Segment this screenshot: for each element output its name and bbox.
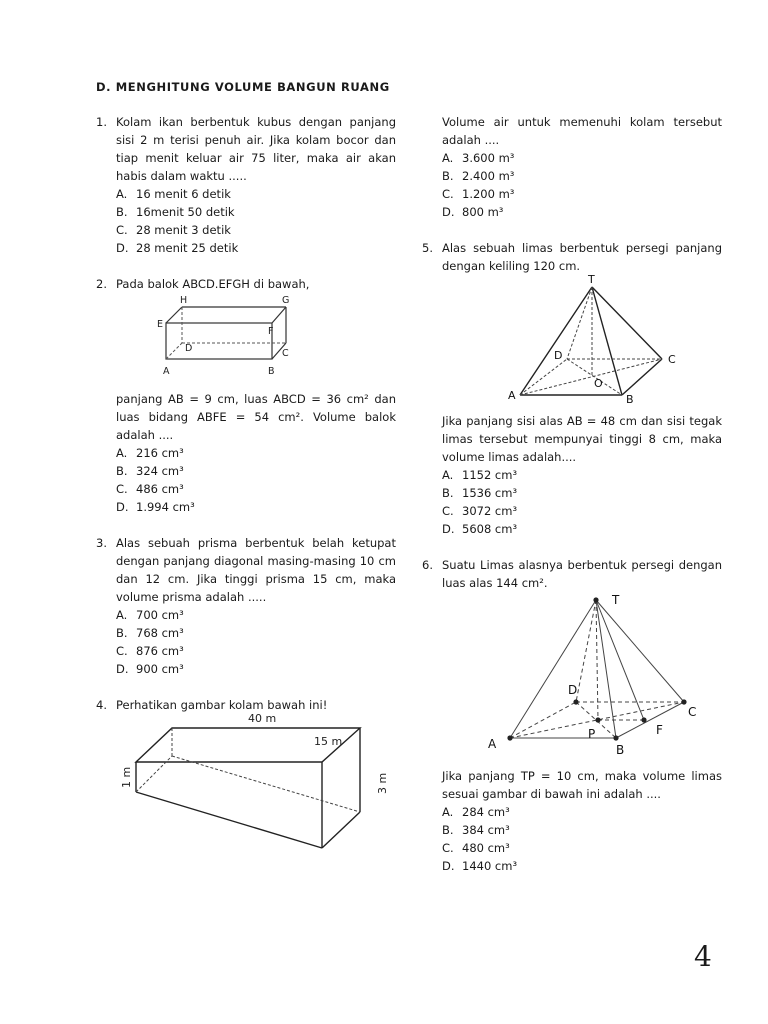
vertex-label-c: C bbox=[688, 705, 697, 719]
option-text: 486 cm³ bbox=[136, 482, 184, 496]
option-text: 284 cm³ bbox=[462, 805, 510, 819]
option-letter: C. bbox=[442, 187, 454, 201]
option-letter: D. bbox=[116, 241, 129, 255]
right-column bbox=[422, 113, 722, 875]
left-depth-label: 1 m bbox=[120, 766, 133, 788]
cuboid-figure bbox=[96, 293, 396, 385]
vertex-label-a: A bbox=[508, 389, 516, 402]
options-q6 bbox=[442, 803, 722, 875]
option-d bbox=[116, 660, 396, 678]
vertex-label-c: C bbox=[668, 353, 676, 366]
option-letter: B. bbox=[116, 626, 128, 640]
option-letter: D. bbox=[442, 205, 455, 219]
question-text: Alas sebuah prisma berbentuk belah ketupat dengan panjang diagonal masing-masing 10 cm dan 12 cm. Jika tinggi prisma 15 cm, maka volume prisma adalah ..... bbox=[116, 536, 396, 604]
option-text: 1152 cm³ bbox=[462, 468, 518, 482]
option-text: 876 cm³ bbox=[136, 644, 184, 658]
option-text: 28 menit 3 detik bbox=[136, 223, 231, 237]
vertex-label-d: D bbox=[554, 349, 563, 362]
option-letter: B. bbox=[116, 205, 128, 219]
option-letter: D. bbox=[116, 662, 129, 676]
option-a bbox=[442, 803, 722, 821]
option-text: 768 cm³ bbox=[136, 626, 184, 640]
option-text: 3072 cm³ bbox=[462, 504, 518, 518]
pyramid-figure-2 bbox=[422, 592, 722, 762]
option-c bbox=[116, 480, 396, 498]
question-6-body: Jika panjang TP = 10 cm, maka volume limas sesuai gambar di bawah ini adalah .... bbox=[442, 769, 722, 801]
option-c bbox=[116, 642, 396, 660]
question-number: 2. bbox=[96, 277, 107, 291]
question-2-body: panjang AB = 9 cm, luas ABCD = 36 cm² dan luas bidang ABFE = 54 cm². Volume balok adalah .... bbox=[116, 392, 396, 442]
vertex-label-b: B bbox=[268, 366, 275, 377]
vertex-label-t: T bbox=[612, 593, 620, 607]
option-c bbox=[442, 185, 722, 203]
option-text: 1.994 cm³ bbox=[136, 500, 195, 514]
question-number: 6. bbox=[422, 558, 433, 572]
vertex-label-g: G bbox=[282, 295, 290, 306]
vertex-label-e: E bbox=[157, 319, 164, 330]
vertex-label-f: F bbox=[268, 326, 274, 337]
option-text: 28 menit 25 detik bbox=[136, 241, 239, 255]
option-c bbox=[116, 221, 396, 239]
option-letter: B. bbox=[116, 464, 128, 478]
option-c bbox=[442, 839, 722, 857]
question-text: Suatu Limas alasnya berbentuk persegi dengan luas alas 144 cm². bbox=[442, 558, 722, 590]
option-letter: A. bbox=[116, 608, 128, 622]
question-4-continued: Volume air untuk memenuhi kolam tersebut adalah .... bbox=[442, 115, 722, 147]
option-text: 3.600 m³ bbox=[462, 151, 515, 165]
question-text: Perhatikan gambar kolam bawah ini! bbox=[116, 698, 328, 712]
option-text: 2.400 m³ bbox=[462, 169, 515, 183]
question-text: Pada balok ABCD.EFGH di bawah, bbox=[116, 277, 310, 291]
vertex-label-h: H bbox=[180, 295, 188, 306]
option-text: 216 cm³ bbox=[136, 446, 184, 460]
vertex-label-t: T bbox=[588, 275, 595, 286]
vertex-label-p: P bbox=[588, 727, 596, 741]
option-b bbox=[442, 484, 722, 502]
option-b bbox=[442, 821, 722, 839]
option-text: 1.200 m³ bbox=[462, 187, 515, 201]
option-letter: A. bbox=[442, 151, 454, 165]
option-letter: C. bbox=[116, 223, 128, 237]
question-5 bbox=[422, 239, 722, 275]
option-text: 5608 cm³ bbox=[462, 522, 518, 536]
pyramid-figure-1 bbox=[422, 275, 722, 407]
option-text: 16 menit 6 detik bbox=[136, 187, 231, 201]
question-number: 3. bbox=[96, 536, 107, 550]
vertex-label-d: D bbox=[185, 343, 193, 354]
option-letter: A. bbox=[116, 446, 128, 460]
vertex-label-a: A bbox=[488, 737, 497, 751]
question-number: 5. bbox=[422, 241, 433, 255]
vertex-label-d: D bbox=[568, 683, 578, 697]
vertex-label-a: A bbox=[163, 366, 170, 377]
vertex-label-o: O bbox=[594, 377, 603, 390]
option-c bbox=[442, 502, 722, 520]
option-letter: B. bbox=[442, 486, 454, 500]
vertex-label-f: F bbox=[656, 723, 663, 737]
option-a bbox=[442, 149, 722, 167]
question-6 bbox=[422, 556, 722, 592]
option-letter: D. bbox=[442, 522, 455, 536]
left-column bbox=[96, 113, 396, 867]
option-letter: C. bbox=[442, 504, 454, 518]
option-text: 16menit 50 detik bbox=[136, 205, 235, 219]
option-letter: A. bbox=[442, 805, 454, 819]
option-text: 900 cm³ bbox=[136, 662, 184, 676]
option-a bbox=[116, 606, 396, 624]
option-d bbox=[116, 239, 396, 257]
question-1 bbox=[96, 113, 396, 185]
option-text: 800 m³ bbox=[462, 205, 504, 219]
page-number: 4 bbox=[694, 940, 712, 973]
option-d bbox=[442, 203, 722, 221]
option-b bbox=[116, 624, 396, 642]
width-label: 15 m bbox=[314, 735, 343, 748]
option-a bbox=[116, 185, 396, 203]
length-label: 40 m bbox=[248, 712, 277, 725]
question-text: Kolam ikan berbentuk kubus dengan panjang sisi 2 m terisi penuh air. Jika kolam bocor dan tiap menit keluar air 75 liter, maka air akan habis dalam waktu ..... bbox=[116, 115, 396, 183]
vertex-label-b: B bbox=[616, 743, 625, 757]
options-q5 bbox=[442, 466, 722, 538]
question-text: Alas sebuah limas berbentuk persegi panjang dengan keliling 120 cm. bbox=[442, 241, 722, 273]
options-q2 bbox=[116, 444, 396, 516]
right-depth-label: 3 m bbox=[376, 772, 389, 794]
option-b bbox=[442, 167, 722, 185]
options-q1 bbox=[116, 185, 396, 257]
option-text: 324 cm³ bbox=[136, 464, 184, 478]
option-text: 480 cm³ bbox=[462, 841, 510, 855]
options-q4 bbox=[442, 149, 722, 221]
option-text: 384 cm³ bbox=[462, 823, 510, 837]
option-letter: B. bbox=[442, 823, 454, 837]
option-d bbox=[116, 498, 396, 516]
vertex-label-b: B bbox=[626, 393, 634, 406]
option-letter: C. bbox=[442, 841, 454, 855]
option-letter: A. bbox=[116, 187, 128, 201]
option-b bbox=[116, 462, 396, 480]
pool-figure bbox=[96, 712, 396, 862]
option-text: 700 cm³ bbox=[136, 608, 184, 622]
question-3 bbox=[96, 534, 396, 606]
option-letter: D. bbox=[116, 500, 129, 514]
option-d bbox=[442, 857, 722, 875]
question-number: 1. bbox=[96, 115, 107, 129]
option-text: 1440 cm³ bbox=[462, 859, 518, 873]
option-letter: A. bbox=[442, 468, 454, 482]
option-text: 1536 cm³ bbox=[462, 486, 518, 500]
options-q3 bbox=[116, 606, 396, 678]
option-letter: C. bbox=[116, 482, 128, 496]
option-letter: C. bbox=[116, 644, 128, 658]
question-number: 4. bbox=[96, 698, 107, 712]
option-a bbox=[116, 444, 396, 462]
option-b bbox=[116, 203, 396, 221]
option-d bbox=[442, 520, 722, 538]
option-a bbox=[442, 466, 722, 484]
section-heading: D. MENGHITUNG VOLUME BANGUN RUANG bbox=[96, 80, 390, 94]
option-letter: D. bbox=[442, 859, 455, 873]
vertex-label-c: C bbox=[282, 348, 289, 359]
question-2 bbox=[96, 275, 396, 293]
option-letter: B. bbox=[442, 169, 454, 183]
question-5-body: Jika panjang sisi alas AB = 48 cm dan sisi tegak limas tersebut mempunyai tinggi 8 cm, maka volume limas adalah.... bbox=[442, 414, 722, 464]
